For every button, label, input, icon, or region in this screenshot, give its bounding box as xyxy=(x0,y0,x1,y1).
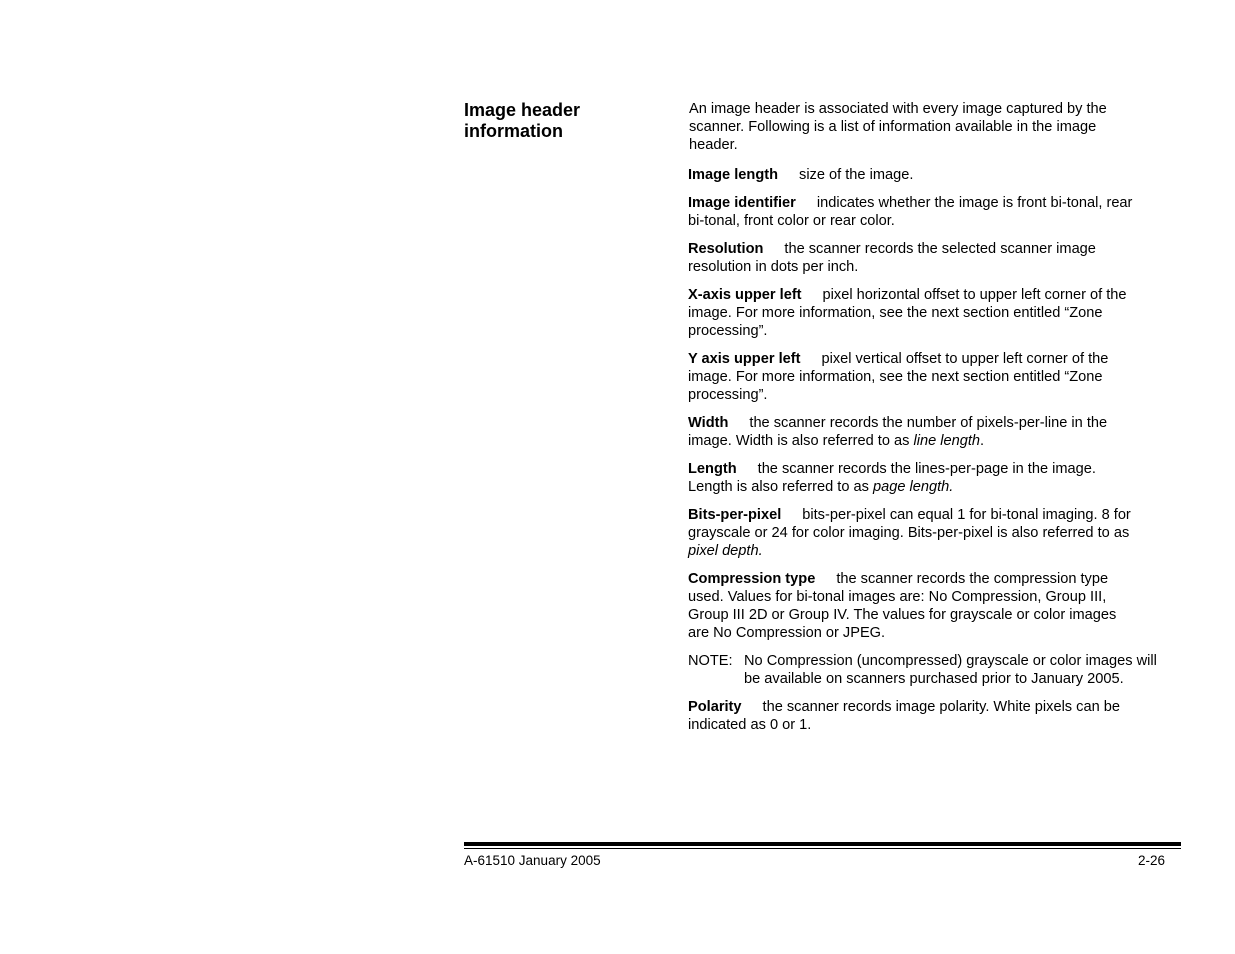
note xyxy=(688,652,1160,688)
entry-text: pixel horizontal offset to upper left corner of the image. For more information, see the next section entitled “Zone processing”. xyxy=(688,287,1127,339)
entry-text: indicates whether the image is front bi-tonal, rear bi-tonal, front color or rear color. xyxy=(688,195,1133,229)
entry-y-axis-upper-left xyxy=(688,350,1138,404)
entry-term: Y axis upper left xyxy=(688,351,801,367)
entry-width xyxy=(688,414,1138,450)
entry-text: bits-per-pixel can equal 1 for bi-tonal imaging. 8 for grayscale or 24 for color imaging. Bits-per-pixel is also referred to as xyxy=(688,507,1131,541)
entry-resolution xyxy=(688,240,1138,276)
entry-text: the scanner records image polarity. White pixels can be indicated as 0 or 1. xyxy=(688,699,1120,733)
entry-emphasis: page length. xyxy=(872,479,954,495)
entry-text: pixel vertical offset to upper left corner of the image. For more information, see the next section entitled “Zone processing”. xyxy=(688,351,1109,403)
footer-rule-thick xyxy=(464,842,1181,846)
entry-emphasis: pixel depth. xyxy=(688,543,763,559)
entry-term: Polarity xyxy=(688,699,742,715)
entry-emphasis: line length xyxy=(913,433,981,449)
section-heading: Image header information xyxy=(464,100,581,141)
entry-text: size of the image. xyxy=(799,167,914,183)
note-label: NOTE: xyxy=(688,653,733,669)
footer-rule-thin xyxy=(464,848,1181,849)
entry-text: the scanner records the selected scanner image resolution in dots per inch. xyxy=(688,241,1096,275)
entry-term: Width xyxy=(688,415,729,431)
footer-page-number: 2-26 xyxy=(1137,853,1165,868)
entry-term: Bits-per-pixel xyxy=(688,507,782,523)
entry-term: Length xyxy=(688,461,737,477)
entry-compression-type xyxy=(688,570,1138,642)
note-text: No Compression (uncompressed) grayscale or color images will be available on scanners purchased prior to January 2005. xyxy=(744,653,1157,687)
entry-term: Compression type xyxy=(688,571,816,587)
entry-text: the scanner records the number of pixels-per-line in the image. Width is also referred to as xyxy=(688,415,1108,449)
entry-x-axis-upper-left xyxy=(688,286,1138,340)
footer-doc-id: A-61510 January 2005 xyxy=(464,853,601,868)
section-body xyxy=(688,100,1158,744)
entry-term: Image identifier xyxy=(688,195,796,211)
entry-polarity xyxy=(688,698,1138,734)
entry-text: the scanner records the compression type used. Values for bi-tonal images are: No Compression, Group III, Group III 2D or Group IV. The values for grayscale or color images are No Compression or JPEG. xyxy=(688,571,1117,641)
entry-text: the scanner records the lines-per-page in the image. Length is also referred to as xyxy=(688,461,1096,495)
intro-paragraph: An image header is associated with every image captured by the scanner. Following is a list of information available in the image header. xyxy=(689,101,1107,153)
entry-tail: . xyxy=(980,433,985,449)
entry-image-length xyxy=(688,166,1138,184)
entry-term: X-axis upper left xyxy=(688,287,802,303)
entry-term: Image length xyxy=(688,167,779,183)
entry-length xyxy=(688,460,1138,496)
entry-image-identifier xyxy=(688,194,1138,230)
entry-bits-per-pixel xyxy=(688,506,1138,560)
entry-term: Resolution xyxy=(688,241,764,257)
